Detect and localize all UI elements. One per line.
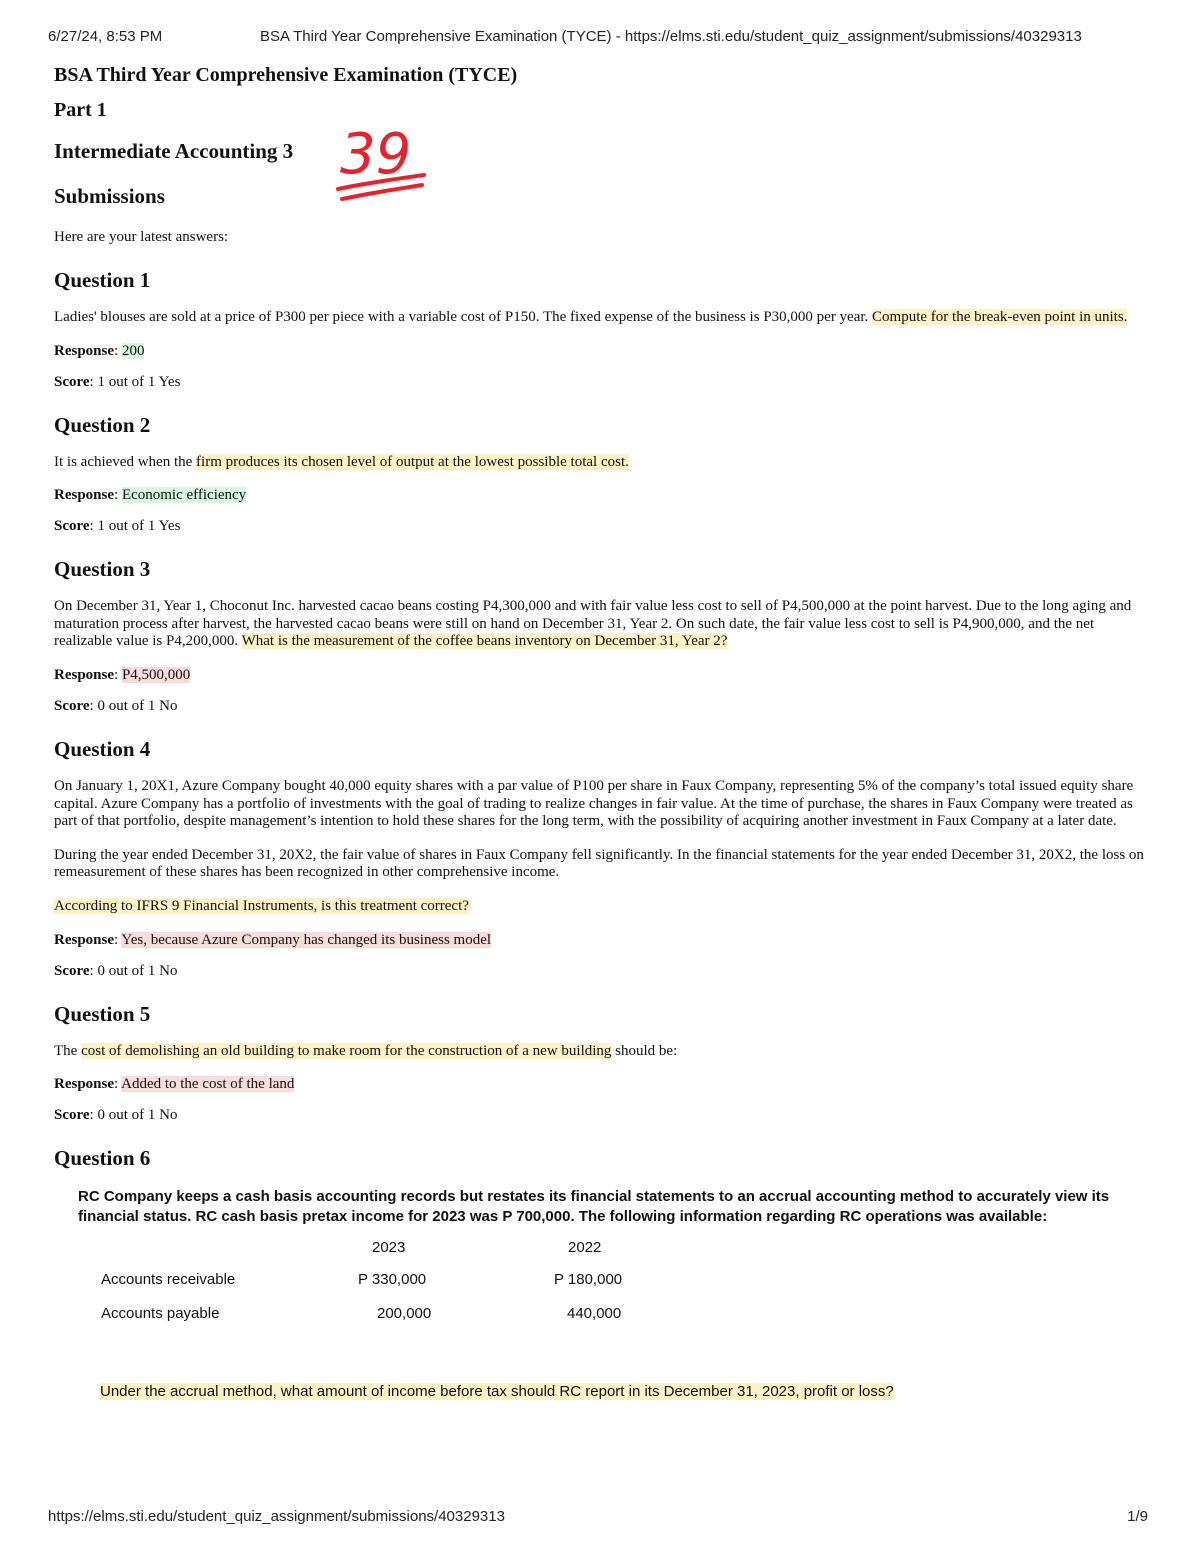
question-text-highlight: Under the accrual method, what amount of income before tax should RC report in its December 31, 2023, profit or loss? [100,1383,894,1401]
question-text-plain-end: should be: [611,1042,678,1059]
response-label: Response [54,1076,115,1093]
question-body: RC Company keeps a cash basis accounting records but restates its financial statements to an accrual accounting method to accurately view its financial status. RC cash basis pretax income for 2023 was P 700,000. The following information regarding RC operations was available: [78,1188,1110,1226]
score-line: Score: 1 out of 1 Yes [54,518,181,535]
question-text-plain: It is achieved when the [54,453,197,470]
question-5 [54,1002,1144,1125]
response-value: 200 [121,342,145,359]
score-line: Score: 0 out of 1 No [54,1107,178,1124]
score-line: Score: 1 out of 1 Yes [54,373,181,390]
exam-title: BSA Third Year Comprehensive Examination (TYCE) [54,64,518,86]
print-header-title: BSA Third Year Comprehensive Examination (TYCE) - https://elms.sti.edu/student_quiz_assignment/submissions/40329313 [260,28,1082,45]
response-value: P4,500,000 [121,666,191,683]
score-line: Score: 0 out of 1 No [54,962,178,979]
question-text-highlight: According to IFRS 9 Financial Instruments, is this treatment correct? [54,897,469,914]
response-line: Response: 200 [54,342,145,359]
score-label: Score [54,373,90,390]
question-paragraph-1: On January 1, 20X1, Azure Company bought 40,000 equity shares with a par value of P100 per share in Faux Company, representing 5% of the company’s total issued equity share capital. Azure Company has a portfolio of investments with the goal of trading to realize changes in fair value. At the time of purchase, the shares in Faux Company were treated as part of that portfolio, despite management’s intention to hold these shares for the long term, with the possibility of acquiring another investment in Faux Company at a later date. [54,777,1134,830]
table-cell: P 180,000 [554,1271,623,1289]
score-label: Score [54,962,90,979]
question-text [54,454,1144,472]
response-line: Response: Yes, because Azure Company has changed its business model [54,931,492,948]
question-1 [54,268,1144,391]
response-value: Economic efficiency [121,487,247,504]
score-value: 0 out of 1 No [97,962,178,979]
response-value: Yes, because Azure Company has changed its business model [121,931,492,948]
question-title: Question 2 [54,412,151,437]
response-label: Response [54,931,115,948]
score-label: Score [54,518,90,535]
question-4 [54,737,1144,980]
submissions-heading: Submissions [54,184,165,208]
question-title: Question 6 [54,1146,151,1171]
table-col-header-2023: 2023 [372,1239,406,1257]
table-col-header-2022: 2022 [568,1239,602,1257]
score-value: 1 out of 1 Yes [97,518,181,535]
question-2 [54,413,1144,536]
score-value: 0 out of 1 No [97,697,178,714]
course-heading: Intermediate Accounting 3 [54,139,294,163]
question-text [54,1043,1144,1061]
response-line: Response: P4,500,000 [54,666,191,683]
table-row-label: Accounts payable [101,1305,220,1323]
score-label: Score [54,1107,90,1124]
question-text [54,309,1144,327]
question-title: Question 1 [54,268,151,292]
score-label: Score [54,697,90,714]
table-row-label: Accounts receivable [101,1271,236,1289]
intro-text: Here are your latest answers: [54,229,229,245]
question-title: Question 5 [54,1001,151,1026]
question-6 [54,1146,1144,1400]
question-3 [54,557,1144,715]
table-cell: 440,000 [567,1305,622,1323]
score-value: 0 out of 1 No [97,1107,178,1124]
question-prompt [100,1383,1144,1400]
question-prompt [54,898,1144,916]
question-title: Question 3 [54,557,151,582]
question-text-highlight: What is the measurement of the coffee beans inventory on December 31, Year 2? [241,633,728,650]
handwritten-score-mark [336,123,436,203]
score-value: 1 out of 1 Yes [97,373,181,390]
response-label: Response [54,487,115,504]
response-line: Response: Economic efficiency [54,487,247,504]
course-heading-row [54,123,1144,187]
print-header-datetime: 6/27/24, 8:53 PM [48,28,163,45]
response-line: Response: Added to the cost of the land [54,1076,295,1093]
question-text-highlight: firm produces its chosen level of output at the lowest possible total cost. [196,453,629,470]
score-line: Score: 0 out of 1 No [54,697,178,714]
question-text-highlight: cost of demolishing an old building to make room for the construction of a new building [81,1042,612,1059]
question-text [54,598,1144,651]
table-cell: 200,000 [377,1305,432,1323]
question-text-plain: On December 31, Year 1, Choconut Inc. harvested cacao beans costing P4,300,000 and with fair value less cost to sell of P4,500,000 at the point harvest. Due to the long aging and maturation process after harvest, the harvested cacao beans were still on hand on December 31, Year 2. On such date, the fair value less cost to sell is P4,900,000, and the net realizable value is P4,200,000. [54,598,1132,650]
part-heading: Part 1 [54,99,107,121]
response-value: Added to the cost of the land [121,1076,295,1093]
response-label: Response [54,342,115,359]
question-text-highlight: Compute for the break-even point in units. [872,309,1128,325]
print-footer-url: https://elms.sti.edu/student_quiz_assignment/submissions/40329313 [48,1508,505,1525]
print-footer-page-number: 1/9 [1127,1508,1148,1525]
table-cell: P 330,000 [358,1271,427,1289]
submission-content [54,64,1144,1400]
question-text-plain: Ladies' blouses are sold at a price of P300 per piece with a variable cost of P150. The fixed expense of the business is P30,000 per year. [54,309,873,325]
balance-table [54,1239,1144,1349]
handwritten-score-text: 39 [340,123,412,187]
question-text-plain: The [54,1042,82,1059]
question-paragraph-2: During the year ended December 31, 20X2, the fair value of shares in Faux Company fell significantly. In the financial statements for the year ended December 31, 20X2, the loss on remeasurement of these shares has been recognized in other comprehensive income. [54,846,1144,881]
question-title: Question 4 [54,736,151,761]
response-label: Response [54,666,115,683]
